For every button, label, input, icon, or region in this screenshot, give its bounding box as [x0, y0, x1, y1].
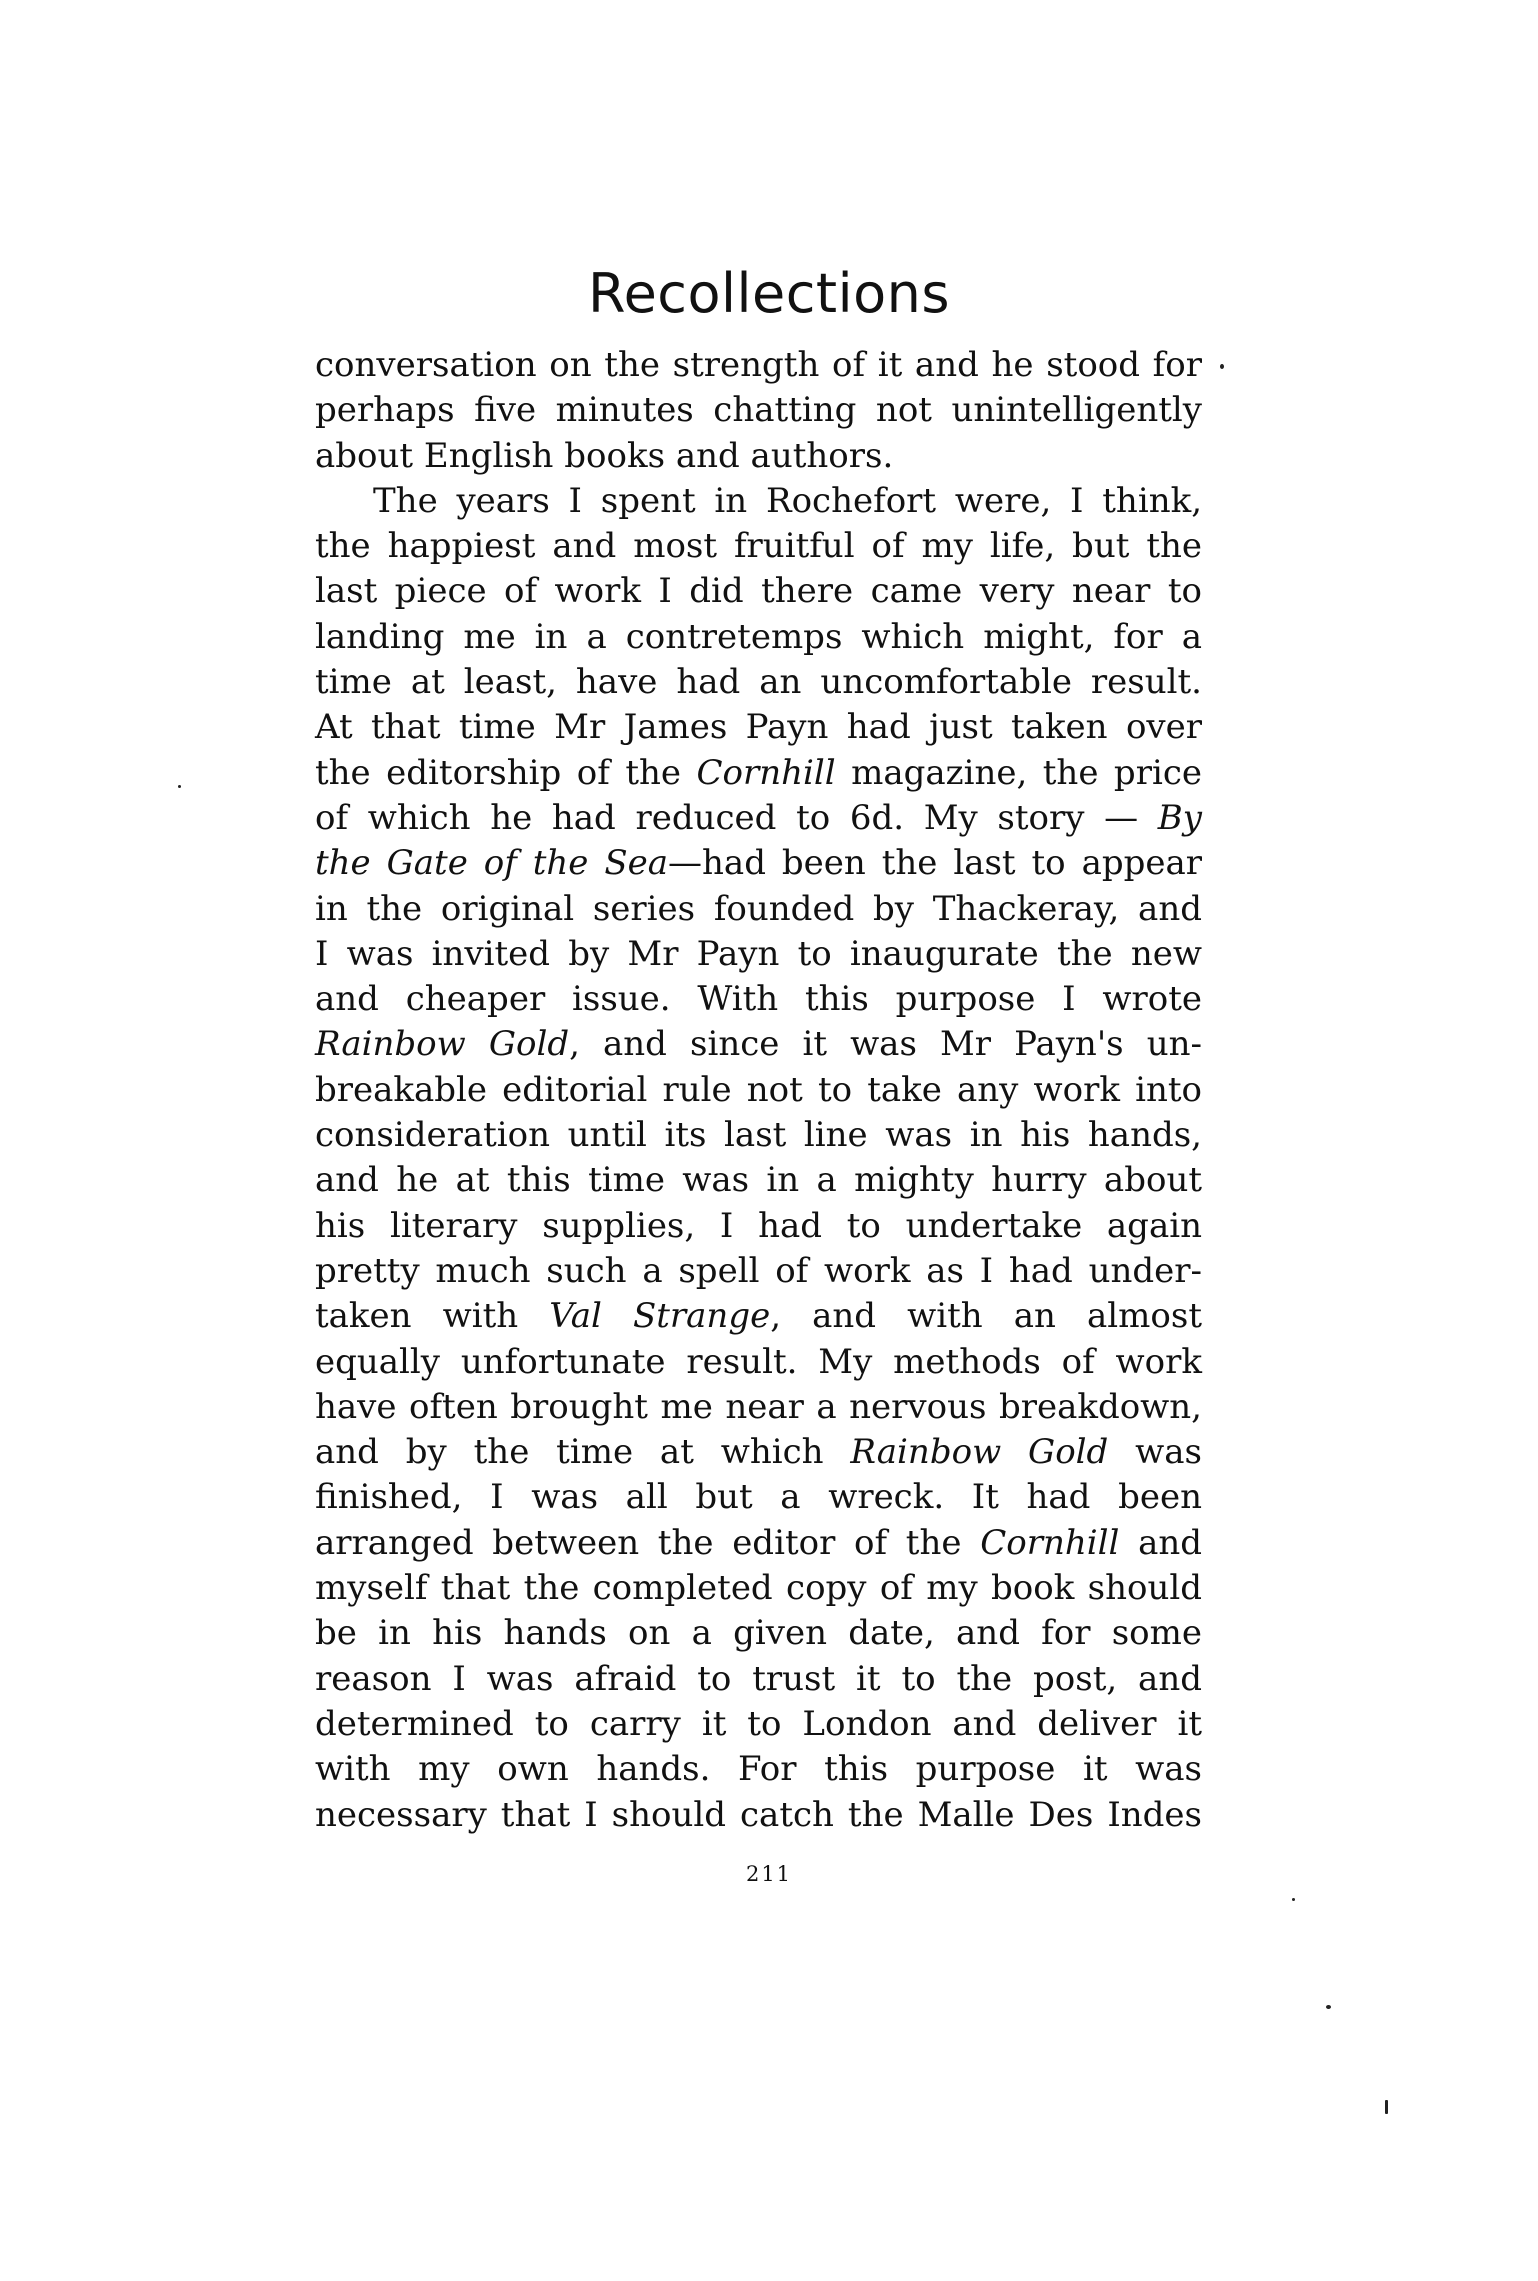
text-line: reason I was afraid to trust it to the post, and	[315, 1658, 1202, 1699]
text-line: landing me in a contretemps which might, for a	[315, 616, 1202, 657]
text-line: myself that the completed copy of my book should	[315, 1568, 1202, 1609]
text-line: necessary that I should catch the Malle Des Indes	[315, 1794, 1202, 1835]
text-line: with my own hands. For this purpose it was	[315, 1749, 1202, 1790]
scan-speck	[1385, 2100, 1388, 2114]
text-line: arranged between the editor of the Cornhill and	[315, 1522, 1202, 1563]
scan-speck	[1292, 1898, 1295, 1901]
text-line: Rainbow Gold, and since it was Mr Payn's un-	[315, 1024, 1202, 1065]
text-line: finished, I was all but a wreck. It had been	[315, 1477, 1202, 1518]
italic-title: the Gate of the Sea	[315, 843, 669, 884]
text-line: last piece of work I did there came very near to	[315, 571, 1202, 612]
page-number: 211	[745, 1862, 793, 1886]
text-line: pretty much such a spell of work as I had under-	[315, 1250, 1202, 1291]
text-line: of which he had reduced to 6d. My story — By	[315, 797, 1202, 838]
text-line: equally unfortunate result. My methods of work	[315, 1341, 1202, 1382]
text-line: have often brought me near a nervous breakdown,	[315, 1386, 1202, 1427]
text-line: in the original series founded by Thackeray, and	[315, 888, 1202, 929]
text-line: his literary supplies, I had to undertake again	[315, 1205, 1202, 1246]
italic-title: Rainbow Gold	[315, 1024, 570, 1065]
text-line: The years I spent in Rochefort were, I think,	[373, 480, 1202, 521]
text-line: be in his hands on a given date, and for some	[315, 1613, 1202, 1654]
text-line: and by the time at which Rainbow Gold was	[315, 1432, 1202, 1473]
running-header: Recollections	[587, 262, 951, 325]
text-line: I was invited by Mr Payn to inaugurate the new	[315, 933, 1202, 974]
scan-speck	[1326, 2005, 1331, 2009]
text-line: and he at this time was in a mighty hurry about	[315, 1160, 1202, 1201]
italic-title: Cornhill	[696, 752, 836, 793]
text-line: At that time Mr James Payn had just taken over	[315, 707, 1202, 748]
text-line: conversation on the strength of it and he stood for	[315, 345, 1202, 385]
italic-title: Rainbow Gold	[850, 1432, 1109, 1473]
text-line: about English books and authors.	[315, 435, 894, 476]
text-line: the Gate of the Sea—had been the last to appear	[315, 843, 1203, 884]
text-line: and cheaper issue. With this purpose I wrote	[315, 979, 1202, 1020]
italic-title: Cornhill	[980, 1522, 1120, 1563]
text-line: time at least, have had an uncomfortable result.	[315, 662, 1202, 703]
text-line: the happiest and most fruitful of my life, but the	[315, 526, 1202, 567]
text-line: the editorship of the Cornhill magazine, the price	[315, 752, 1202, 793]
text-line: taken with Val Strange, and with an almost	[315, 1296, 1202, 1337]
italic-title: Val Strange	[549, 1296, 771, 1337]
body-text	[315, 343, 1202, 1838]
scan-speck	[1220, 364, 1224, 369]
text-line: determined to carry it to London and deliver it	[315, 1703, 1202, 1744]
text-line: breakable editorial rule not to take any work into	[315, 1069, 1202, 1110]
text-line: perhaps five minutes chatting not unintelligently	[315, 390, 1202, 431]
italic-title: By	[1157, 797, 1202, 838]
scan-speck	[178, 785, 181, 788]
text-line: consideration until its last line was in his hands,	[315, 1115, 1202, 1156]
